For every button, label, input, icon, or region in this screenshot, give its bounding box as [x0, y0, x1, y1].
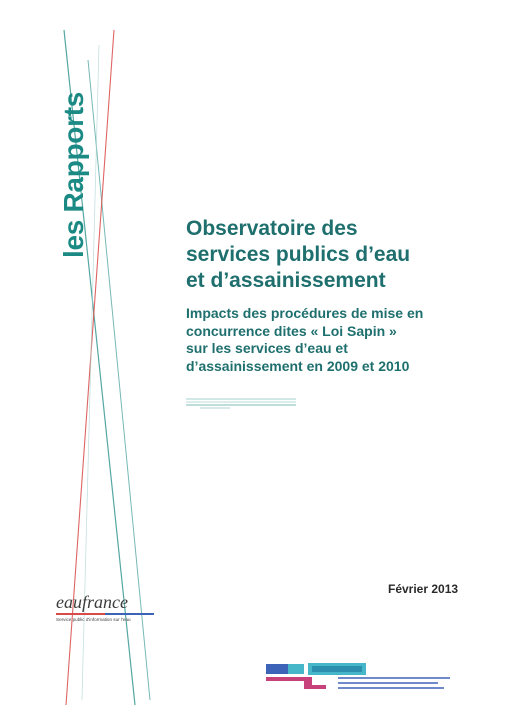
observatoire-services-logo — [266, 660, 466, 700]
publisher-rule — [56, 613, 154, 615]
report-subtitle: Impacts des procédures de mise en concurrence dites « Loi Sapin » sur les services d’eau et d’assainissement en 2009 et 2010 — [186, 305, 424, 374]
eaufrance-logo — [56, 592, 166, 632]
teal-line-divider — [186, 396, 296, 410]
publication-date: Février 2013 — [388, 582, 459, 596]
publisher-tagline: Service public d'information sur l'eau — [56, 617, 131, 622]
publisher-name: eaufrance — [56, 592, 128, 612]
series-label: les Rapports — [58, 92, 89, 258]
report-title: Observatoire des services publics d’eau et d’assainissement — [186, 217, 411, 292]
